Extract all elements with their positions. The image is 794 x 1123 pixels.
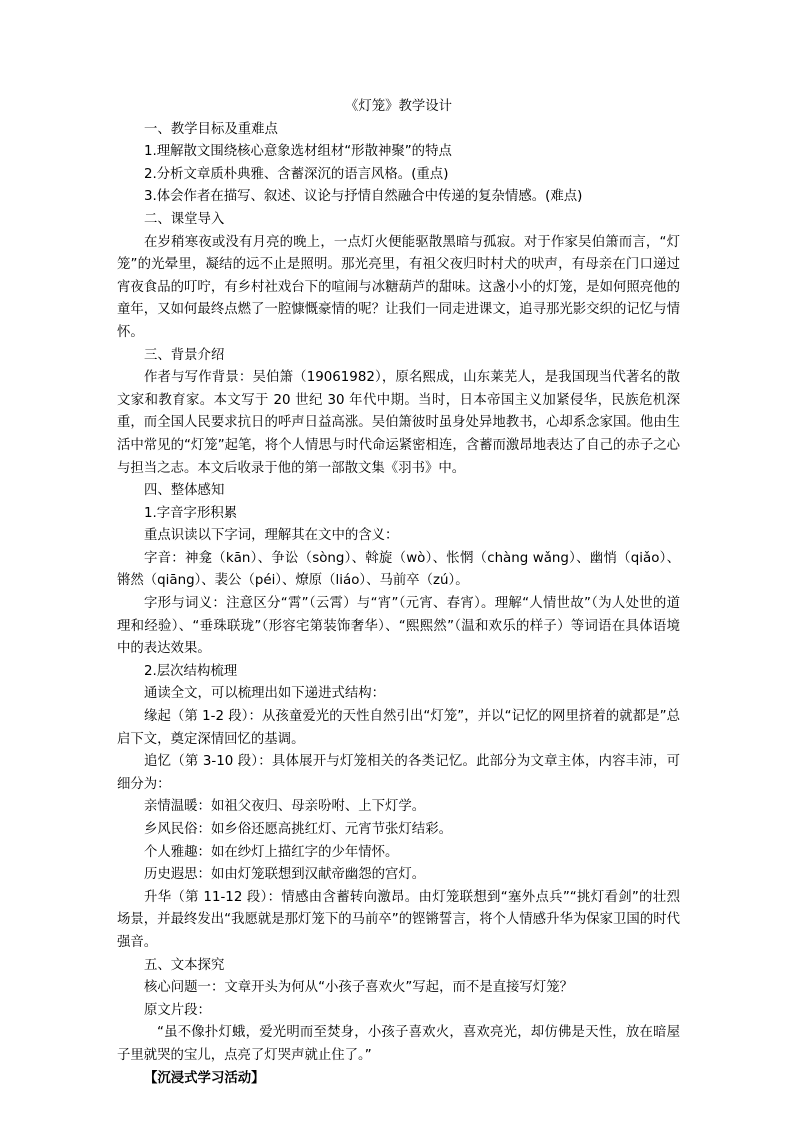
subheading-structure: 2.层次结构梳理 [144, 663, 238, 679]
vocab-pronunciation: 字音：神龛（kān）、争讼（sòng）、斡旋（wò）、怅惘（chàng wǎng）、幽悄（qiǎo）、锵然（qiāng）、裴公（péi）、燎原（liáo）、马前卒（zú）。 [117, 550, 680, 589]
vocab-forms: 字形与词义：注意区分“霄”（云霄）与“宵”（元宵、春宵）。理解“人情世故”（为人处世的道理和经验）、“垂珠联珑”（形容宅第装饰奢华）、“熙熙然”（温和欢乐的样子）等词语在具体语境中的表达效果。 [117, 596, 680, 657]
vocab-intro: 重点识读以下字词，理解其在文中的含义： [144, 528, 399, 544]
section-heading-background: 三、背景介绍 [144, 347, 225, 363]
original-excerpt-quote: “虽不像扑灯蛾，爱光明而至焚身，小孩子喜欢火，喜欢亮光，却仿佛是天性，放在暗屋子里就哭的宝儿，点亮了灯哭声就止住了。” [117, 1025, 680, 1063]
goal-item-1: 1.理解散文围绕核心意象选材组材“形散神聚”的特点 [144, 144, 452, 160]
original-excerpt-label: 原文片段： [144, 1002, 211, 1018]
section-heading-goals: 一、教学目标及重难点 [144, 121, 278, 137]
activity-label: 【沉浸式学习活动】 [144, 1070, 265, 1086]
document-title: 《灯笼》教学设计 [344, 99, 453, 114]
structure-origin: 缘起（第 1-2 段）：从孩童爱光的天性自然引出“灯笼”，并以“记忆的网里挤着的就都是”总启下文，奠定深情回忆的基调。 [117, 709, 680, 747]
structure-intro: 通读全文，可以梳理出如下递进式结构： [144, 686, 386, 702]
goal-item-3: 3.体会作者在描写、叙述、议论与抒情自然融合中传递的复杂情感。(难点) [144, 189, 583, 205]
structure-family: 亲情温暖：如祖父夜归、母亲吩咐、上下灯学。 [144, 799, 426, 815]
structure-customs: 乡风民俗：如乡俗还愿高挑红灯、元宵节张灯结彩。 [144, 822, 452, 837]
section-heading-overview: 四、整体感知 [144, 483, 225, 499]
core-question-1: 核心问题一：文章开头为何从“小孩子喜欢火”写起，而不是直接写灯笼？ [144, 980, 573, 996]
structure-sublimation: 升华（第 11-12 段）：情感由含蓄转向激昂。由灯笼联想到“塞外点兵”“挑灯看剑”的壮烈场景，并最终发出“我愿就是那灯笼下的马前卒”的铿锵誓言，将个人情感升华为保家卫国的时代强音。 [117, 889, 680, 950]
structure-recollection: 追忆（第 3-10 段）：具体展开与灯笼相关的各类记忆。此部分为文章主体，内容丰沛，可细分为： [117, 754, 680, 792]
goal-item-2: 2.分析文章质朴典雅、含蓄深沉的语言风格。(重点) [144, 166, 449, 182]
structure-history: 历史遐思：如由灯笼联想到汉献帝幽怨的宫灯。 [144, 867, 426, 883]
structure-personal: 个人雅趣：如在纱灯上描红字的少年情怀。 [144, 844, 399, 860]
section-heading-exploration: 五、文本探究 [144, 957, 225, 973]
section-heading-intro: 二、课堂导入 [144, 211, 225, 227]
background-paragraph: 作者与写作背景：吴伯箫（19061982），原名熙成，山东莱芜人，是我国现当代著名的散文家和教育家。本文写于 20 世纪 30 年代中期。当时，日本帝国主义加紧侵华，民族危机深重，而全国人民要求抗日的呼声日益高涨。吴伯箫彼时虽身处异地教书，心却系念家国。他由生活中常见的“灯笼”起笔，将个人情思与时代命运紧密相连，含蓄而激昂地表达了自己的赤子之心与担当之志。本文后收录于他的第一部散文集《羽书》中。 [117, 370, 680, 476]
document-page [117, 96, 680, 1090]
subheading-vocab: 1.字音字形积累 [144, 505, 238, 521]
intro-paragraph: 在岁稍寒夜或没有月亮的晚上，一点灯火便能驱散黑暗与孤寂。对于作家吴伯箫而言，“灯笼”的光晕里，凝结的远不止是照明。那光亮里，有祖父夜归时村犬的吠声，有母亲在门口递过宵夜食品的叮咛，有乡村社戏台下的喧闹与冰糖葫芦的甜味。这盏小小的灯笼，是如何照亮他的童年，又如何最终点燃了一腔慷慨豪情的呢？让我们一同走进课文，追寻那光影交织的记忆与情怀。 [117, 234, 680, 340]
